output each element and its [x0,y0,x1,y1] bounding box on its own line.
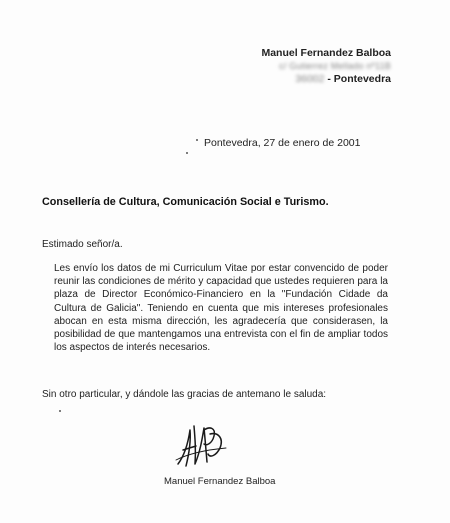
sender-name: Manuel Fernandez Balboa [261,47,391,59]
ink-speck [196,139,198,141]
sender-street-redacted: c/ Gutierrez Mellado nº11B [279,61,391,71]
signer-name: Manuel Fernandez Balboa [164,476,276,487]
ink-speck [59,410,61,412]
sender-city-line [295,73,391,85]
sender-postal-code-redacted: 36002 [295,73,325,85]
ink-speck [186,152,188,154]
body-paragraph: Les envío los datos de mi Curriculum Vitae por estar convencido de poder reunir las condiciones de mérito y capacidad que ustedes requieren para la plaza de Director Económico-Financiero en la "Fundación Cidade da Cultura de Galicia". Teniendo en cuenta que mis intereses profesionales abocan en esta misma dirección, les agradecería que considerasen, la posibilidad de que mantengamos una entrevista con el fin de ampliar todos los aspectos de interés necesarios. [54,263,388,354]
salutation: Estimado señor/a. [42,239,123,250]
handwritten-signature [174,420,232,470]
date-line: Pontevedra, 27 de enero de 2001 [204,137,361,149]
recipient-line: Consellería de Cultura, Comunicación Social e Turismo. [42,196,329,208]
closing-line: Sin otro particular, y dándole las gracias de antemano le saluda: [42,389,327,400]
sender-city: - Pontevedra [327,73,391,85]
